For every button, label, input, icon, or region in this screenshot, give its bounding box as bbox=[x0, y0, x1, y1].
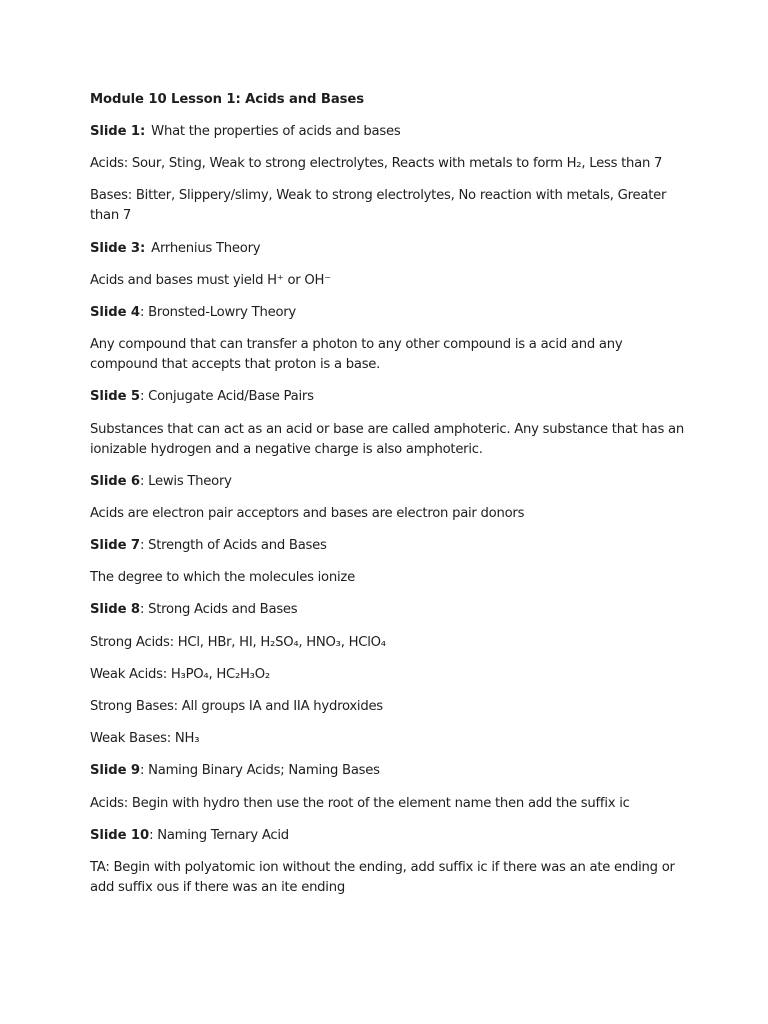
strong-bases-text: Strong Bases: All groups IA and IIA hydroxides bbox=[90, 699, 383, 714]
lewis-text: Acids are electron pair acceptors and bases are electron pair donors bbox=[90, 505, 525, 521]
slide-8-heading bbox=[90, 600, 690, 620]
slide-topic: : Lewis Theory bbox=[140, 473, 232, 489]
slide-topic: : Naming Ternary Acid bbox=[149, 827, 289, 843]
slide-4-heading bbox=[90, 303, 690, 323]
ternary-acids-text: TA: Begin with polyatomic ion without the ending, add suffix ic if there was an ate ending or add suffix ous if there was an ite ending bbox=[90, 859, 675, 895]
slide-label: Slide 7 bbox=[90, 538, 140, 554]
slide-1-heading bbox=[90, 122, 690, 142]
bronsted-lowry-text: Any compound that can transfer a photon to any other compound is a acid and any compound that accepts that proton is a base. bbox=[90, 337, 623, 373]
document-title: Module 10 Lesson 1: Acids and Bases bbox=[90, 92, 364, 107]
weak-acids-text: Weak Acids: H₃PO₄, HC₂H₃O₂ bbox=[90, 666, 270, 682]
slide-label: Slide 4 bbox=[90, 304, 140, 320]
slide-label: Slide 1: bbox=[90, 124, 146, 139]
slide-topic: : Strong Acids and Bases bbox=[140, 602, 298, 618]
weak-bases-text: Weak Bases: NH₃ bbox=[90, 731, 200, 747]
slide-label: Slide 5 bbox=[90, 389, 140, 405]
binary-acids-text: Acids: Begin with hydro then use the root of the element name then add the suffix ic bbox=[90, 795, 630, 811]
strength-text: The degree to which the molecules ionize bbox=[90, 570, 355, 586]
slide-topic: : Conjugate Acid/Base Pairs bbox=[140, 389, 314, 405]
slide-3-heading bbox=[90, 239, 690, 259]
slide-topic: : Strength of Acids and Bases bbox=[140, 538, 327, 554]
arrhenius-text: Acids and bases must yield H⁺ or OH⁻ bbox=[90, 272, 331, 288]
slide-9-heading bbox=[90, 761, 690, 781]
slide-6-heading bbox=[90, 472, 690, 492]
slide-label: Slide 8 bbox=[90, 602, 140, 618]
slide-label: Slide 6 bbox=[90, 473, 140, 489]
acids-properties: Acids: Sour, Sting, Weak to strong electrolytes, Reacts with metals to form H₂, Less than 7 bbox=[90, 156, 663, 172]
slide-label: Slide 10 bbox=[90, 827, 150, 843]
slide-topic: : Naming Binary Acids; Naming Bases bbox=[140, 763, 380, 779]
slide-7-heading bbox=[90, 536, 690, 556]
slide-5-heading bbox=[90, 387, 690, 407]
slide-topic: : Bronsted-Lowry Theory bbox=[140, 304, 296, 320]
slide-10-heading bbox=[90, 826, 690, 846]
document-page bbox=[90, 90, 690, 910]
slide-label: Slide 3: bbox=[90, 240, 146, 256]
slide-topic: Arrhenius Theory bbox=[151, 240, 261, 256]
bases-properties: Bases: Bitter, Slippery/slimy, Weak to strong electrolytes, No reaction with metals, Greater than 7 bbox=[90, 188, 667, 224]
strong-acids-text: Strong Acids: HCl, HBr, HI, H₂SO₄, HNO₃, HClO₄ bbox=[90, 634, 386, 650]
slide-label: Slide 9 bbox=[90, 763, 140, 779]
slide-topic: What the properties of acids and bases bbox=[151, 124, 401, 139]
amphoteric-text: Substances that can act as an acid or base are called amphoteric. Any substance that has an ionizable hydrogen and a negative charge is also amphoteric. bbox=[90, 421, 684, 457]
